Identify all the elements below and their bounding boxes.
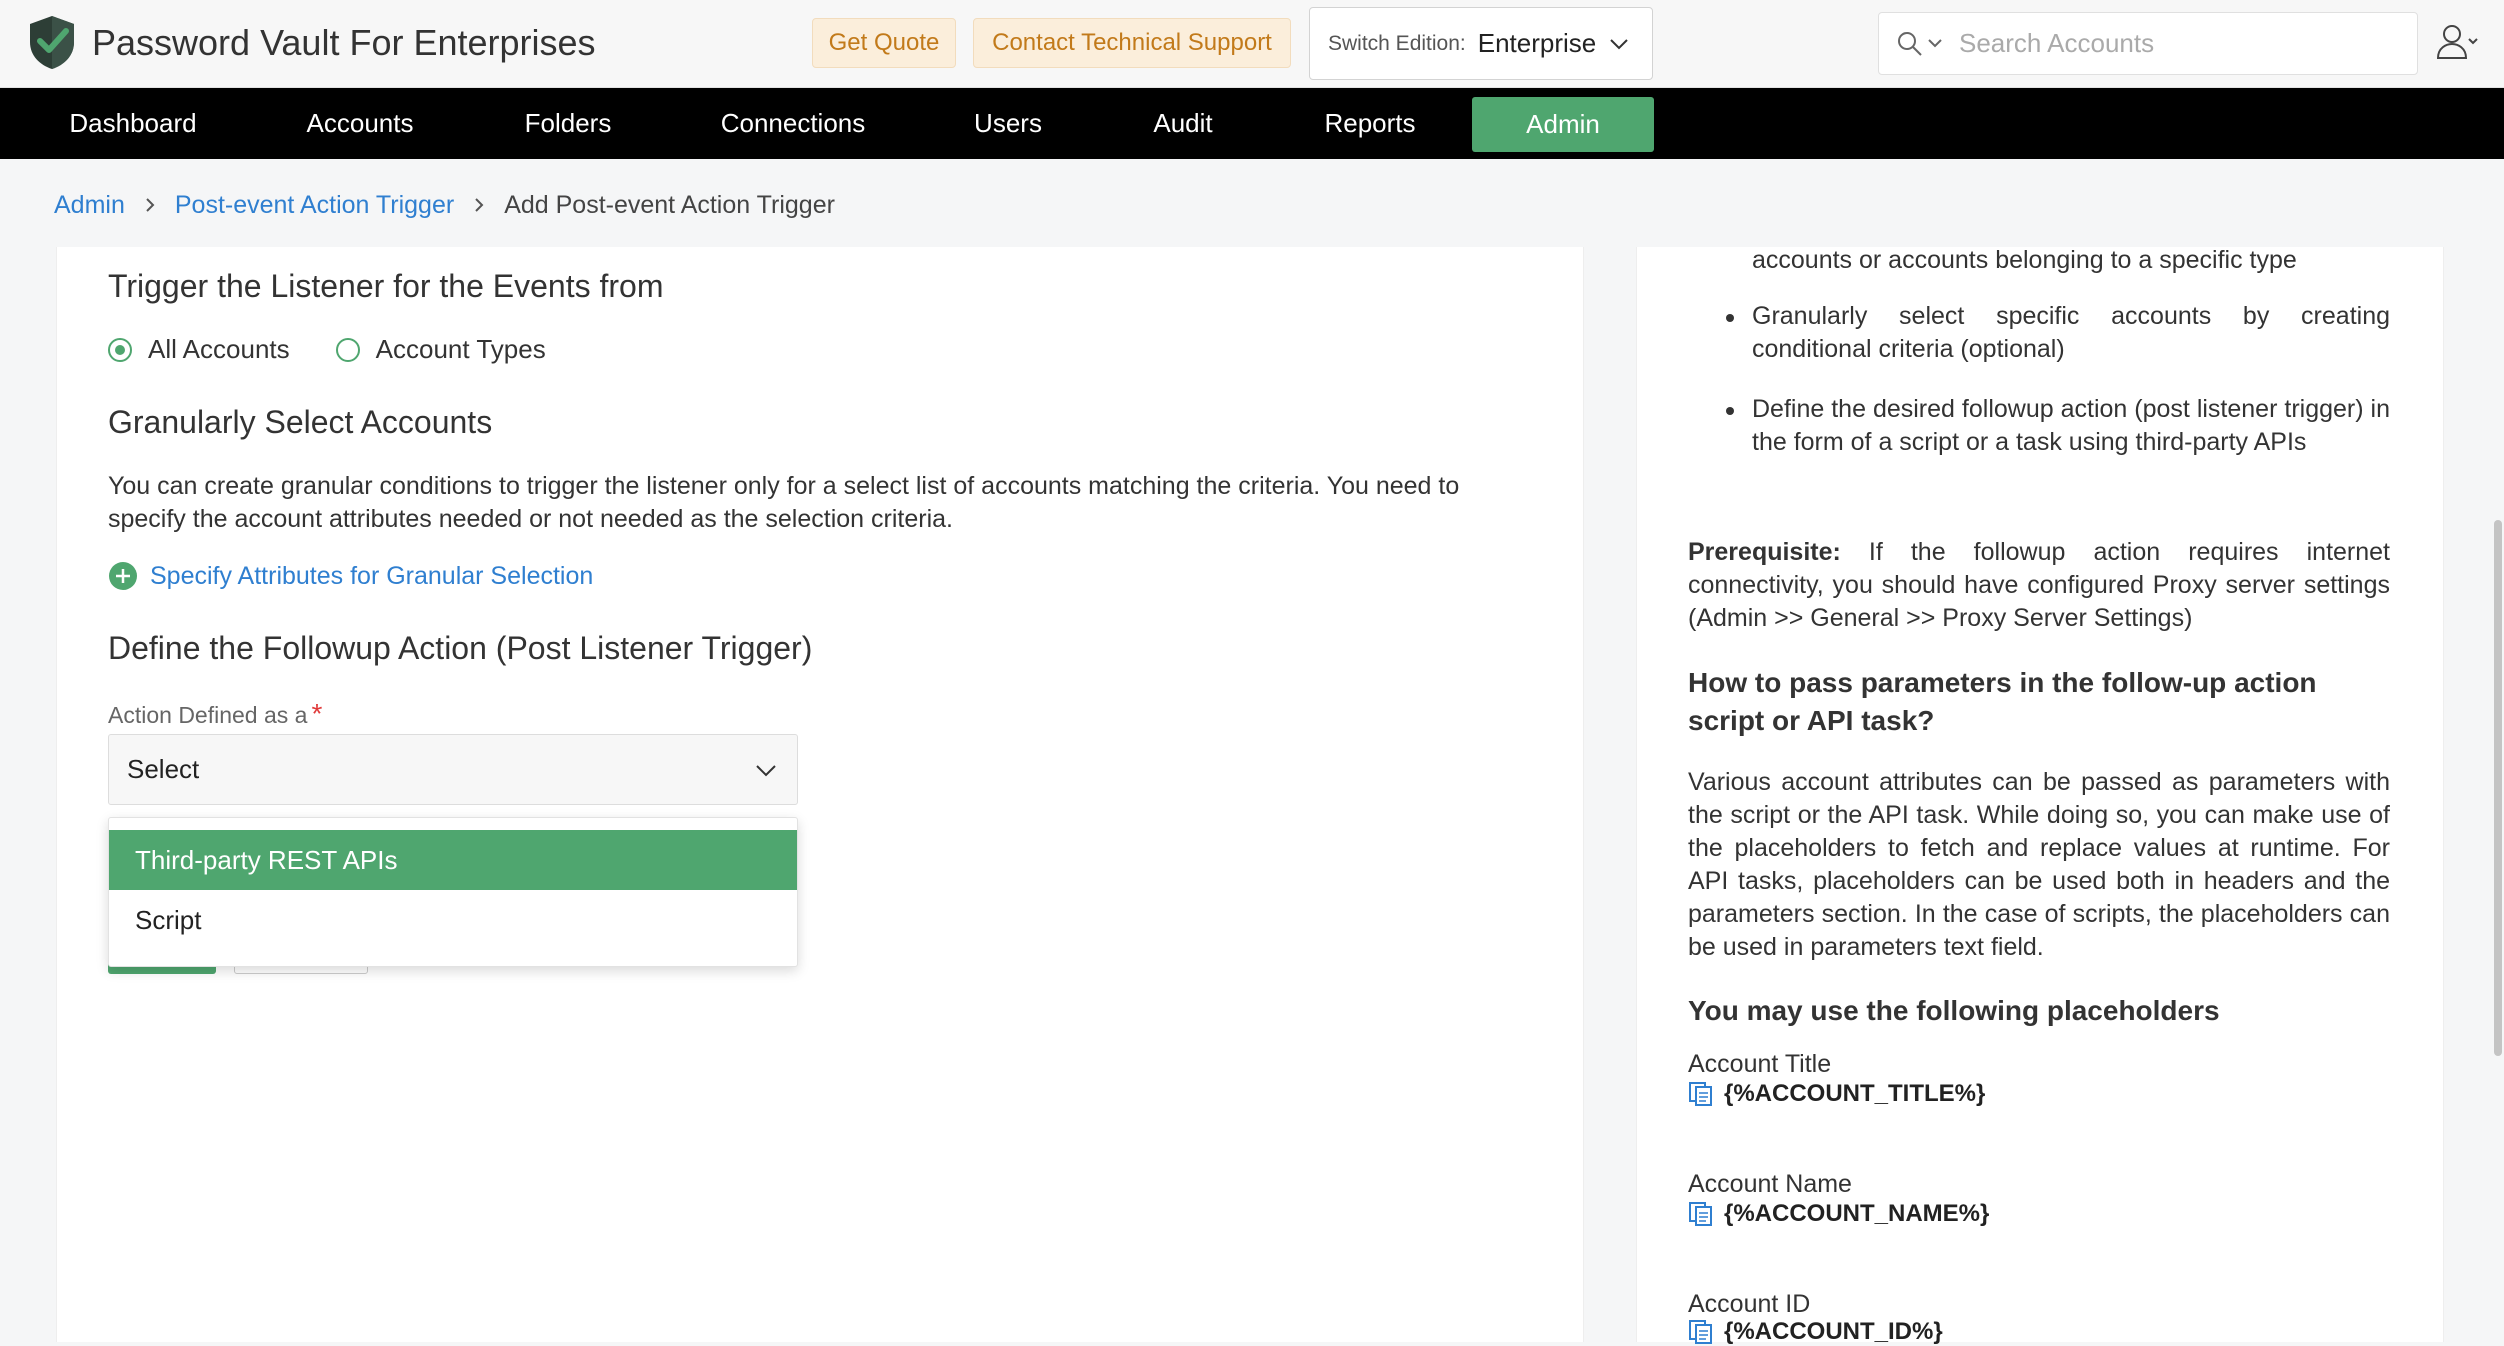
action-type-select[interactable] bbox=[108, 734, 798, 805]
top-header bbox=[0, 0, 2504, 88]
radio-all-accounts-label[interactable]: All Accounts bbox=[148, 334, 290, 364]
plus-circle-icon bbox=[108, 561, 138, 591]
app-title: Password Vault For Enterprises bbox=[92, 22, 596, 63]
breadcrumb-current: Add Post-event Action Trigger bbox=[504, 190, 835, 219]
nav-connections[interactable]: Connections bbox=[720, 108, 866, 138]
nav-admin[interactable]: Admin bbox=[1472, 97, 1654, 152]
placeholder-label: Account ID bbox=[1688, 1290, 1811, 1318]
edition-value: Enterprise bbox=[1477, 28, 1597, 58]
radio-account-types[interactable] bbox=[336, 338, 360, 362]
option-third-party-rest-apis[interactable]: Third-party REST APIs bbox=[109, 830, 797, 890]
trigger-heading: Trigger the Listener for the Events from bbox=[108, 268, 664, 304]
placeholder-value-row bbox=[1688, 1200, 1989, 1228]
help-bullet bbox=[1714, 300, 2390, 366]
bullet-dot bbox=[1726, 314, 1734, 322]
placeholders-heading: You may use the following placeholders bbox=[1688, 995, 2220, 1026]
option-script[interactable]: Script bbox=[135, 904, 202, 935]
prerequisite-text: If the followup action requires internet connectivity, you should have configured Proxy server settings (Admin >> General >> Proxy Server Settings) bbox=[1688, 538, 2390, 632]
nav-dashboard[interactable]: Dashboard bbox=[69, 108, 197, 138]
radio-account-types-label[interactable]: Account Types bbox=[375, 334, 546, 364]
help-bullet bbox=[1714, 393, 2390, 459]
help-bullet-text: Granularly select specific accounts by creating conditional criteria (optional) bbox=[1752, 302, 2390, 363]
nav-reports[interactable]: Reports bbox=[1324, 108, 1416, 138]
shield-logo-icon bbox=[26, 14, 78, 70]
specify-attributes-label[interactable]: Specify Attributes for Granular Selection bbox=[150, 561, 594, 590]
help-bullet-text: accounts or accounts belonging to a specific type bbox=[1752, 246, 2297, 274]
copy-icon[interactable] bbox=[1688, 1081, 1714, 1107]
placeholder-value-row bbox=[1688, 1080, 1985, 1108]
breadcrumb bbox=[54, 190, 835, 220]
placeholder-value: {%ACCOUNT_TITLE%} bbox=[1724, 1080, 1986, 1107]
page-scrollbar[interactable] bbox=[2494, 520, 2502, 1056]
nav-folders[interactable]: Folders bbox=[524, 108, 612, 138]
nav-accounts[interactable]: Accounts bbox=[306, 108, 414, 138]
action-label-text: Action Defined as a bbox=[108, 702, 308, 728]
granular-description: You can create granular conditions to trigger the listener only for a select list of accounts matching the criteria. You need to specify the account attributes needed or not needed as the selection criteria. bbox=[108, 472, 1460, 533]
chevron-down-icon bbox=[1608, 33, 1630, 55]
edition-label: Switch Edition: bbox=[1328, 31, 1466, 55]
search-icon[interactable] bbox=[1895, 29, 1925, 59]
specify-attributes-link[interactable] bbox=[108, 561, 593, 591]
switch-edition-dropdown[interactable] bbox=[1309, 7, 1653, 80]
params-heading: How to pass parameters in the follow-up action script or API task? bbox=[1688, 667, 2317, 736]
nav-users[interactable]: Users bbox=[974, 108, 1042, 138]
placeholder-label: Account Title bbox=[1688, 1050, 1832, 1078]
help-bullet-text: Define the desired followup action (post listener trigger) in the form of a script or a task using third-party APIs bbox=[1752, 395, 2390, 456]
get-quote-button[interactable]: Get Quote bbox=[812, 18, 956, 68]
placeholder-value: {%ACCOUNT_NAME%} bbox=[1724, 1200, 1990, 1227]
prerequisite-label: Prerequisite: bbox=[1688, 538, 1841, 566]
action-label bbox=[108, 698, 322, 730]
contact-support-button[interactable]: Contact Technical Support bbox=[973, 18, 1291, 68]
placeholder-value: {%ACCOUNT_ID%} bbox=[1724, 1318, 1943, 1345]
chevron-down-icon[interactable] bbox=[1927, 35, 1943, 51]
copy-icon[interactable] bbox=[1688, 1201, 1714, 1227]
chevron-down-icon bbox=[753, 757, 779, 783]
user-icon[interactable] bbox=[2436, 22, 2480, 62]
prerequisite-note bbox=[1688, 536, 2390, 635]
followup-heading: Define the Followup Action (Post Listener Trigger) bbox=[108, 630, 813, 666]
nav-audit[interactable]: Audit bbox=[1153, 108, 1213, 138]
copy-icon[interactable] bbox=[1688, 1319, 1714, 1345]
bullet-dot bbox=[1726, 407, 1734, 415]
main-nav bbox=[0, 88, 2504, 159]
chevron-right-icon bbox=[470, 196, 488, 214]
chevron-right-icon bbox=[141, 196, 159, 214]
placeholder-label: Account Name bbox=[1688, 1170, 1852, 1198]
radio-all-accounts[interactable] bbox=[108, 338, 132, 362]
params-text: Various account attributes can be passed as parameters with the script or the API task. While doing so, you can make use of the placeholders to fetch and replace values at runtime. For API tasks, placeholders can be used both in headers and the parameters section. In the case of scripts, the placeholders can be used in parameters text field. bbox=[1688, 768, 2390, 961]
granular-heading: Granularly Select Accounts bbox=[108, 404, 493, 440]
required-mark: * bbox=[311, 698, 323, 729]
breadcrumb-post-event[interactable]: Post-event Action Trigger bbox=[174, 190, 455, 219]
search-input[interactable] bbox=[1957, 13, 2397, 74]
breadcrumb-admin[interactable]: Admin bbox=[54, 190, 125, 219]
trigger-radio-group bbox=[108, 334, 546, 365]
help-bullet-list bbox=[1714, 244, 2390, 486]
action-type-value: Select bbox=[127, 754, 200, 784]
help-bullet bbox=[1714, 244, 2390, 277]
search-box bbox=[1878, 12, 2418, 75]
action-type-dropdown-menu bbox=[108, 817, 798, 967]
